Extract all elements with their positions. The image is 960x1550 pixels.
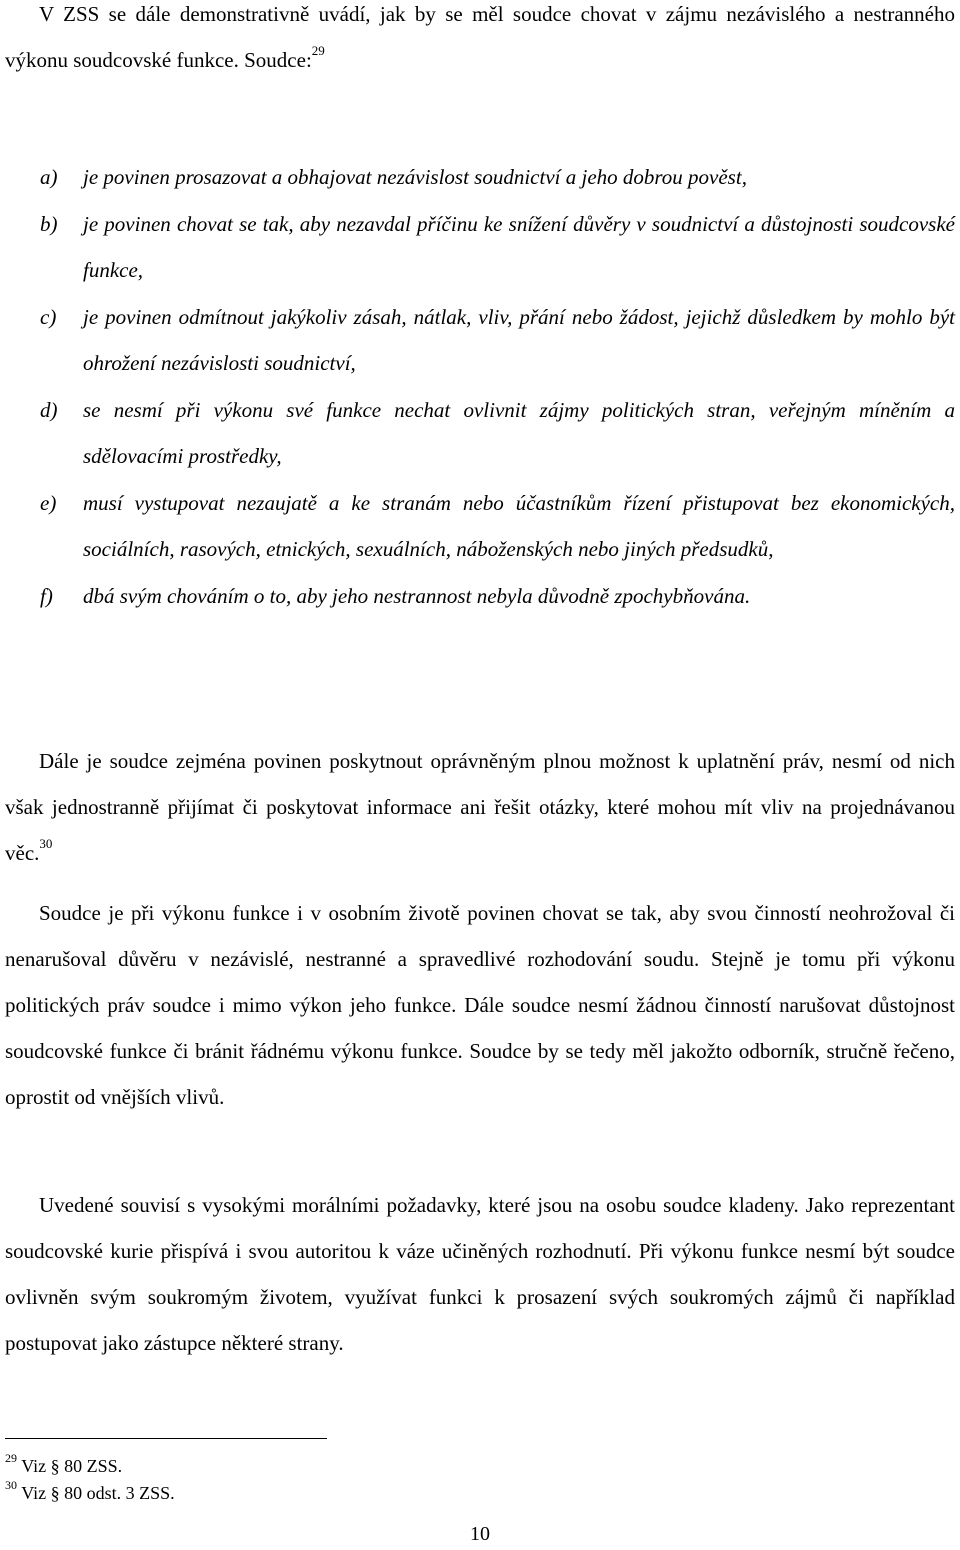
paragraph-4: Uvedené souvisí s vysokými morálními požadavky, které jsou na osobu soudce kladeny. Jako reprezentant soudcovské kurie přispívá i svou autoritou k váze učiněných rozhodnutí. Při výkonu funkce nesmí být soudce ovlivněn svým soukromým životem, využívat funkci k prosazení svých soukromých zájmů či například postupovat jako zástupce některé strany. (5, 1193, 955, 1355)
footnote-29 (5, 1451, 123, 1477)
footnote-text: Viz § 80 odst. 3 ZSS. (21, 1483, 175, 1503)
paragraph-3: Soudce je při výkonu funkce i v osobním životě povinen chovat se tak, aby svou činností neohrožoval či nenarušoval důvěru v nezávislé, nestranné a spravedlivé rozhodování soudu. Stejně je tomu při výkonu politických práv soudce i mimo výkon jeho funkce. Dále soudce nesmí žádnou činností narušovat důstojnost soudcovské funkce či bránit řádnému výkonu funkce. Soudce by se tedy měl jakožto odborník, stručně řečeno, oprostit od vnějších vlivů. (5, 901, 955, 1109)
list-item-text: musí vystupovat nezaujatě a ke stranám nebo účastníkům řízení přistupovat bez ekonomických, sociálních, rasových, etnických, sexuálních, náboženských nebo jiných předsudků, (83, 490, 955, 561)
list-marker: c) (40, 304, 57, 329)
list-item-text: je povinen prosazovat a obhajovat nezávislost soudnictví a jeho dobrou pověst, (83, 165, 747, 189)
list-item (0, 154, 960, 201)
list-item (0, 387, 960, 480)
list-item (0, 573, 960, 620)
list-item-text: je povinen chovat se tak, aby nezavdal příčinu ke snížení důvěry v soudnictví a důstojnosti soudcovské funkce, (83, 211, 955, 282)
list-item (0, 201, 960, 294)
footnote-text: Viz § 80 ZSS. (21, 1456, 123, 1476)
footnote-number: 29 (5, 1451, 17, 1465)
list-item-text: se nesmí při výkonu své funkce nechat ovlivnit zájmy politických stran, veřejným míněním a sdělovacími prostředky, (83, 397, 955, 468)
list-item (0, 480, 960, 573)
footnote-ref-30: 30 (39, 836, 53, 851)
list-item (0, 294, 960, 387)
page-number: 10 (470, 1523, 490, 1545)
paragraph-2-text: Dále je soudce zejména povinen poskytnout oprávněným plnou možnost k uplatnění práv, nesmí od nich však jednostranně přijímat či poskytovat informace ani řešit otázky, které mohou mít vliv na projednávanou věc. (5, 749, 955, 865)
intro-text: V ZSS se dále demonstrativně uvádí, jak by se měl soudce chovat v zájmu nezávislého a nestranného výkonu soudcovské funkce. Soudce: (5, 2, 955, 72)
list-marker: d) (40, 397, 58, 422)
intro-paragraph (5, 0, 955, 83)
footnote-30 (5, 1478, 175, 1504)
footnote-separator (5, 1438, 327, 1439)
list-marker: a) (40, 165, 58, 189)
judge-duties-list (0, 154, 960, 619)
footnote-number: 30 (5, 1478, 17, 1492)
list-item-text: je povinen odmítnout jakýkoliv zásah, nátlak, vliv, přání nebo žádost, jejichž důsledkem by mohlo být ohrožení nezávislosti soudnictví, (83, 304, 955, 375)
paragraph-2 (5, 738, 955, 876)
list-item-text: dbá svým chováním o to, aby jeho nestrannost nebyla důvodně zpochybňována. (83, 583, 751, 608)
list-marker: b) (40, 211, 58, 236)
footnote-ref-29: 29 (311, 43, 325, 58)
list-marker: f) (40, 583, 53, 608)
list-marker: e) (40, 490, 57, 515)
